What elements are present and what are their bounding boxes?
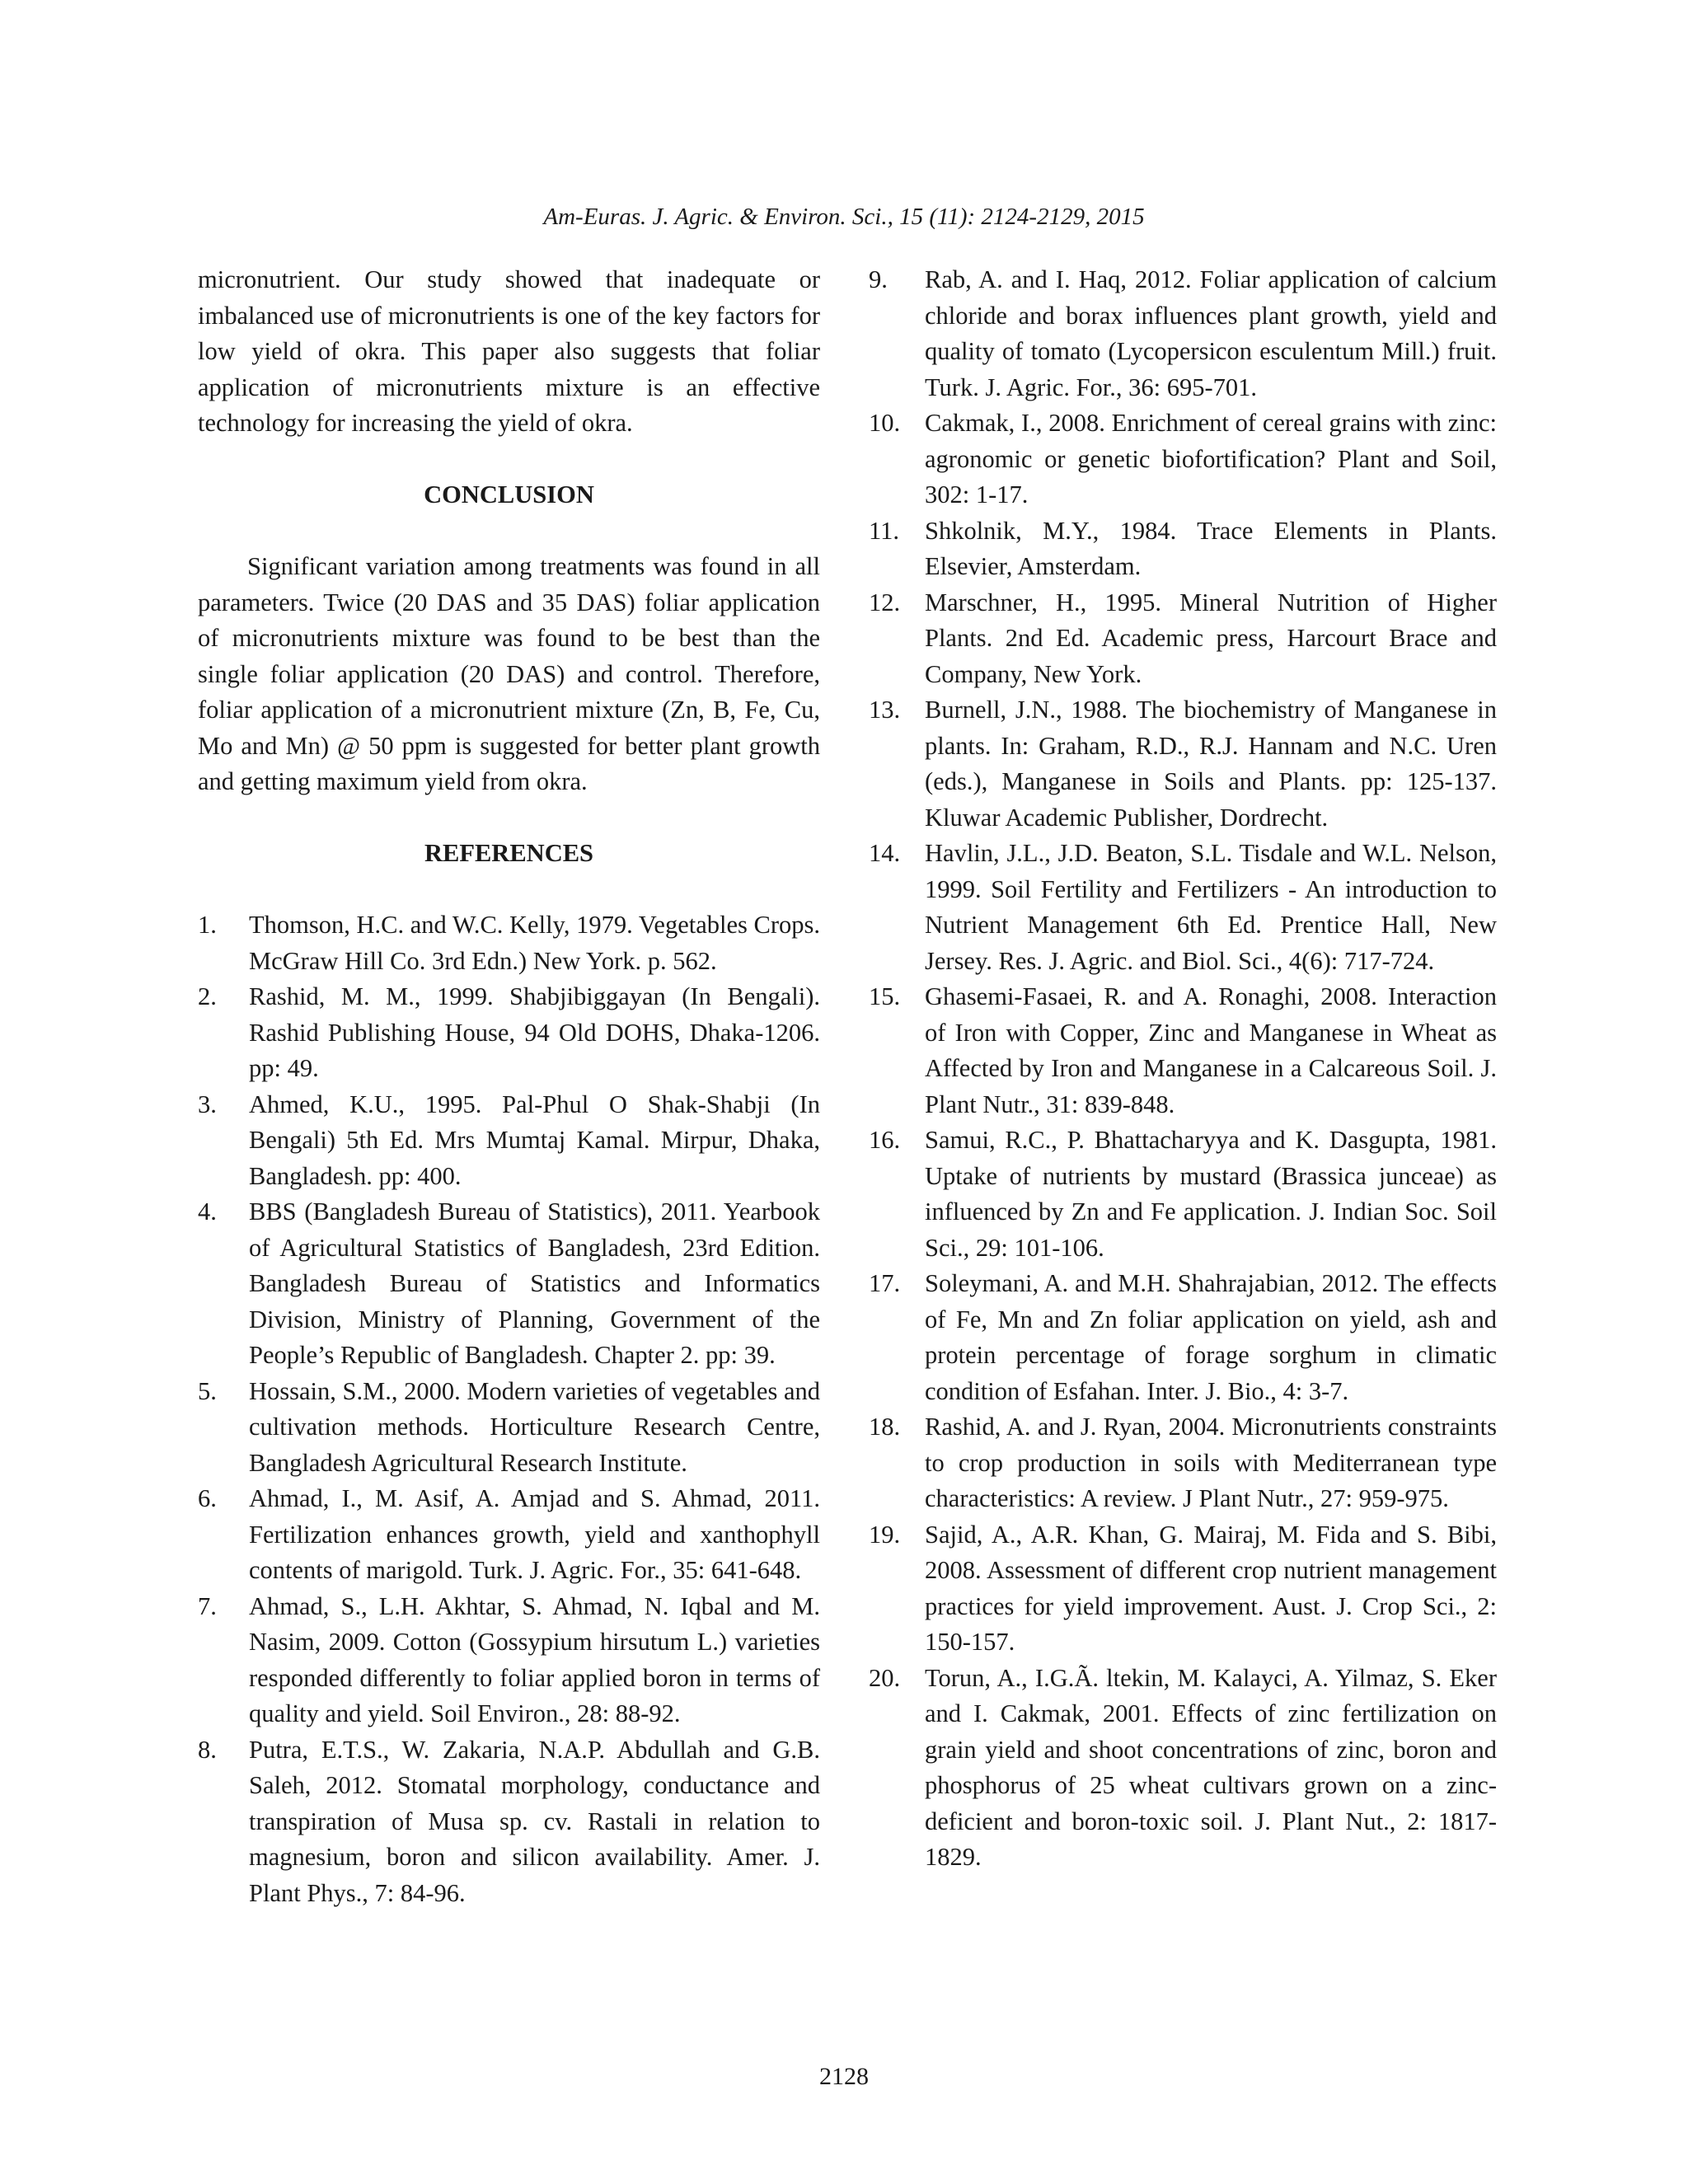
references-list-left [198,907,820,1911]
reference-number: 7. [198,1591,217,1620]
references-heading: REFERENCES [424,839,594,867]
reference-item [198,1374,820,1482]
reference-number: 2. [198,982,217,1010]
reference-number: 4. [198,1197,217,1226]
reference-item [869,1266,1497,1409]
reference-text: Ahmad, S., L.H. Akhtar, S. Ahmad, N. Iqbal and M. Nasim, 2009. Cotton (Gossypium hirsutum L.) varieties responded differently to foliar applied boron in terms of quality and yield. Soil Environ., 28: 88-92. [249,1591,820,1727]
reference-item [198,1087,820,1195]
reference-item [869,1122,1497,1266]
reference-text: Ahmed, K.U., 1995. Pal-Phul O Shak-Shabji (In Bengali) 5th Ed. Mrs Mumtaj Kamal. Mirpur, Dhaka, Bangladesh. pp: 400. [249,1090,820,1190]
reference-text: Havlin, J.L., J.D. Beaton, S.L. Tisdale and W.L. Nelson, 1999. Soil Fertility and Fertilizers - An introduction to Nutrient Management 6th Ed. Prentice Hall, New Jersey. Res. J. Agric. and Biol. Sci., 4(6): 717-724. [925,839,1497,975]
reference-number: 11. [869,516,899,545]
reference-number: 16. [869,1126,901,1154]
reference-text: Ghasemi-Fasaei, R. and A. Ronaghi, 2008. Interaction of Iron with Copper, Zinc and Manganese in Wheat as Affected by Iron and Manganese in a Calcareous Soil. J. Plant Nutr., 31: 839-848. [925,982,1497,1118]
reference-number: 20. [869,1663,901,1692]
reference-number: 12. [869,588,901,616]
reference-text: Samui, R.C., P. Bhattacharyya and K. Dasgupta, 1981. Uptake of nutrients by mustard (Brassica junceae) as influenced by Zn and Fe application. J. Indian Soc. Soil Sci., 29: 101-106. [925,1126,1497,1262]
reference-item [198,979,820,1087]
reference-item [869,836,1497,979]
reference-number: 5. [198,1376,217,1405]
reference-number: 6. [198,1484,217,1512]
reference-number: 14. [869,839,901,867]
reference-text: Marschner, H., 1995. Mineral Nutrition of Higher Plants. 2nd Ed. Academic press, Harcourt Brace and Company, New York. [925,588,1497,688]
reference-text: Cakmak, I., 2008. Enrichment of cereal grains with zinc: agronomic or genetic biofortification? Plant and Soil, 302: 1-17. [925,409,1497,509]
reference-item [198,1732,820,1912]
reference-number: 13. [869,696,901,724]
reference-item [869,1409,1497,1517]
right-column [869,262,1497,1876]
reference-number: 18. [869,1413,901,1441]
reference-item [869,1661,1497,1876]
reference-number: 1. [198,911,217,939]
reference-item [869,979,1497,1122]
reference-text: Hossain, S.M., 2000. Modern varieties of vegetables and cultivation methods. Horticulture Research Centre, Bangladesh Agricultural Research Institute. [249,1376,820,1477]
reference-item [869,513,1497,585]
reference-text: Torun, A., I.G.Ã. ltekin, M. Kalayci, A. Yilmaz, S. Eker and I. Cakmak, 2001. Effects of zinc fertilization on grain yield and shoot concentrations of zinc, boron and phosphorus of 25 wheat cultivars grown on a zinc-deficient and boron-toxic soil. J. Plant Nut., 2: 1817-1829. [925,1663,1497,1871]
reference-text: Thomson, H.C. and W.C. Kelly, 1979. Vegetables Crops. McGraw Hill Co. 3rd Edn.) New York. p. 562. [249,911,820,975]
reference-text: Shkolnik, M.Y., 1984. Trace Elements in Plants. Elsevier, Amsterdam. [925,516,1497,580]
reference-number: 3. [198,1090,217,1118]
reference-text: Burnell, J.N., 1988. The biochemistry of Manganese in plants. In: Graham, R.D., R.J. Hannam and N.C. Uren (eds.), Manganese in Soils and Plants. pp: 125-137. Kluwar Academic Publisher, Dordrecht. [925,696,1497,832]
conclusion-paragraph: Significant variation among treatments was found in all parameters. Twice (20 DAS and 35 DAS) foliar application of micronutrients mixture was found to be best than the single foliar application (20 DAS) and control. Therefore, foliar application of a micronutrient mixture (Zn, B, Fe, Cu, Mo and Mn) @ 50 ppm is suggested for better plant growth and getting maximum yield from okra. [198,552,820,795]
reference-text: Sajid, A., A.R. Khan, G. Mairaj, M. Fida and S. Bibi, 2008. Assessment of different crop nutrient management practices for yield improvement. Aust. J. Crop Sci., 2: 150-157. [925,1520,1497,1656]
reference-item [869,405,1497,513]
reference-item [198,1194,820,1374]
reference-item [198,1481,820,1589]
reference-text: Putra, E.T.S., W. Zakaria, N.A.P. Abdullah and G.B. Saleh, 2012. Stomatal morphology, conductance and transpiration of Musa sp. cv. Rastali in relation to magnesium, boron and silicon availability. Amer. J. Plant Phys., 7: 84-96. [249,1735,820,1907]
intro-paragraph: micronutrient. Our study showed that inadequate or imbalanced use of micronutrients is one of the key factors for low yield of okra. This paper also suggests that foliar application of micronutrients mixture is an effective technology for increasing the yield of okra. [198,265,820,437]
reference-text: Ahmad, I., M. Asif, A. Amjad and S. Ahmad, 2011. Fertilization enhances growth, yield and xanthophyll contents of marigold. Turk. J. Agric. For., 35: 641-648. [249,1484,820,1584]
reference-number: 19. [869,1520,901,1549]
reference-item [198,1589,820,1732]
reference-number: 9. [869,265,888,293]
reference-item [869,585,1497,693]
reference-text: Rashid, A. and J. Ryan, 2004. Micronutrients constraints to crop production in soils with Mediterranean type characteristics: A review. J Plant Nutr., 27: 959-975. [925,1413,1497,1512]
running-header: Am-Euras. J. Agric. & Environ. Sci., 15 (11): 2124-2129, 2015 [543,204,1145,230]
reference-item [198,907,820,979]
reference-number: 10. [869,409,901,437]
reference-number: 8. [198,1735,217,1764]
reference-text: Soleymani, A. and M.H. Shahrajabian, 2012. The effects of Fe, Mn and Zn foliar application on yield, ash and protein percentage of forage sorghum in climatic condition of Esfahan. Inter. J. Bio., 4: 3-7. [925,1269,1497,1405]
reference-text: Rashid, M. M., 1999. Shabjibiggayan (In Bengali). Rashid Publishing House, 94 Old DOHS, Dhaka-1206. pp: 49. [249,982,820,1082]
page-number: 2128 [819,2063,869,2090]
references-list-right [869,262,1497,1876]
reference-item [869,262,1497,405]
conclusion-heading: CONCLUSION [424,480,594,509]
reference-number: 17. [869,1269,901,1297]
left-column [198,262,820,1911]
reference-number: 15. [869,982,901,1010]
reference-text: BBS (Bangladesh Bureau of Statistics), 2011. Yearbook of Agricultural Statistics of Bangladesh, 23rd Edition. Bangladesh Bureau of Statistics and Informatics Division, Ministry of Planning, Government of the People’s Republic of Bangladesh. Chapter 2. pp: 39. [249,1197,820,1369]
reference-item [869,692,1497,836]
reference-item [869,1517,1497,1661]
reference-text: Rab, A. and I. Haq, 2012. Foliar application of calcium chloride and borax influences plant growth, yield and quality of tomato (Lycopersicon esculentum Mill.) fruit. Turk. J. Agric. For., 36: 695-701. [925,265,1497,401]
